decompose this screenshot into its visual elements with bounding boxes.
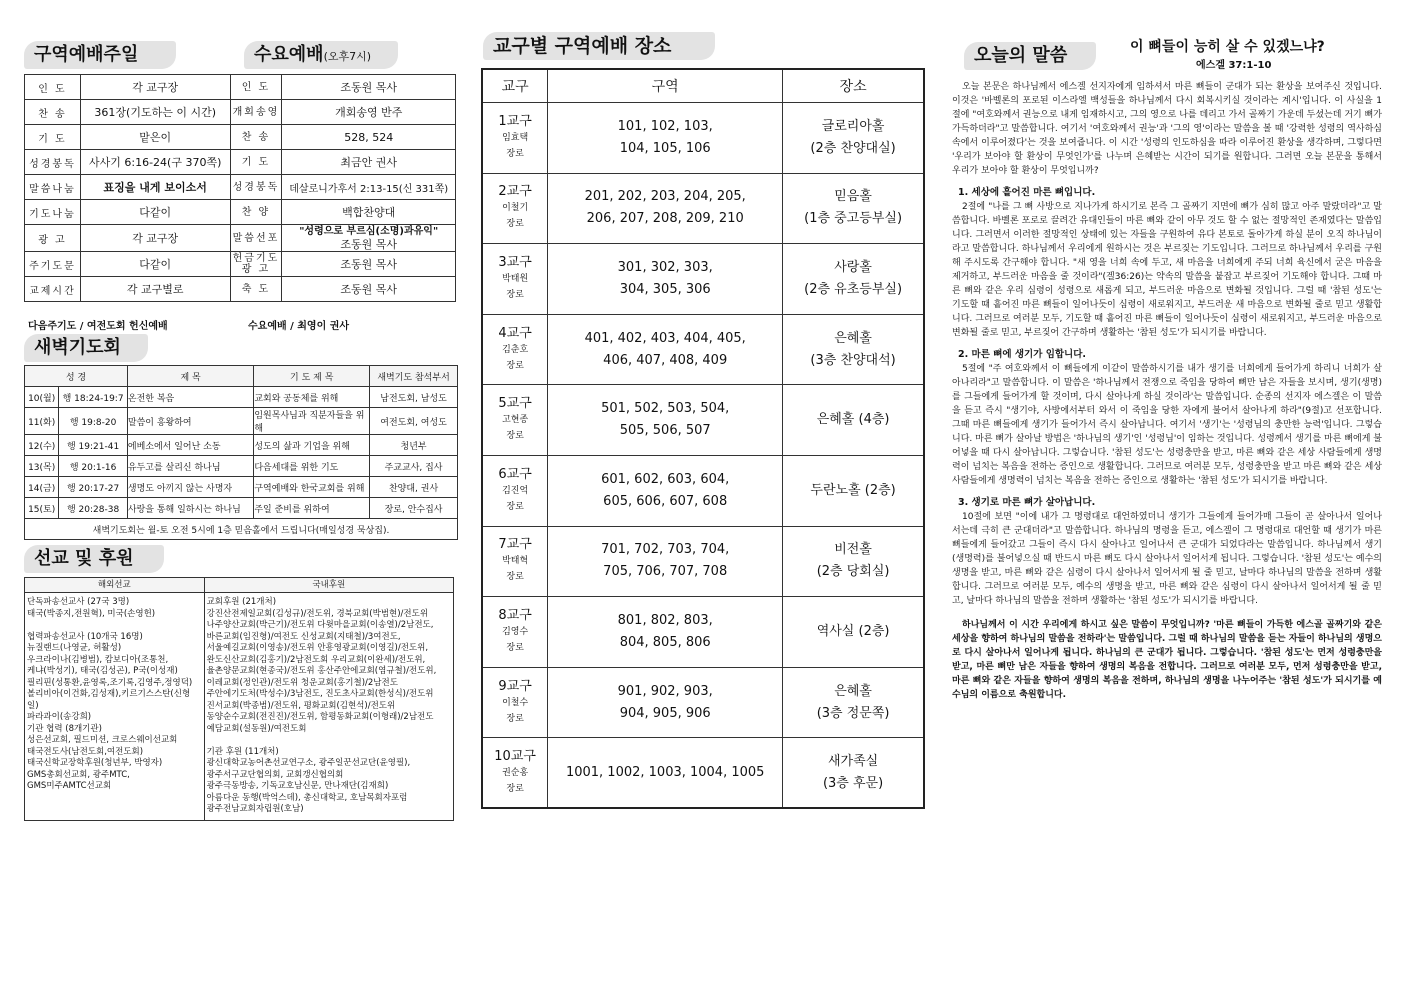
- sermon-reference: 에스겔 37:1-10: [1196, 60, 1272, 71]
- dawn-footer-note: 새벽기도회는 월-토 오전 5시에 1층 믿음홀에서 드립니다(매일성경 묵상집).: [25, 519, 458, 540]
- dawn-row: [25, 456, 458, 477]
- zone-areas: 1001, 1002, 1003, 1004, 1005: [548, 738, 783, 809]
- zone-areas: 801, 802, 803, 804, 805, 806: [548, 597, 783, 668]
- dawn-cell: 15(토): [25, 498, 59, 519]
- zone-place: 두란노홀 (2층): [783, 455, 924, 526]
- zone-leader-title: 장로: [506, 783, 524, 794]
- sunday-item-value: 사사기 6:16-24(구 370쪽): [80, 150, 230, 175]
- sermon-title-wed: "성령으로 부르심(소명)과유익": [299, 226, 439, 237]
- zone-row: [482, 667, 924, 738]
- zone-place: 믿음홀 (1층 중고등부실): [783, 173, 924, 244]
- zone-leader: 고현종: [502, 415, 529, 426]
- zone-areas: 301, 302, 303, 304, 305, 306: [548, 244, 783, 315]
- zone-cell: [482, 455, 548, 526]
- wednesday-note: 수요예배 / 최영이 권사: [248, 321, 350, 332]
- zone-row: [482, 738, 924, 809]
- zone-leader-title: 장로: [506, 572, 524, 583]
- wednesday-item-value: 528, 524: [282, 125, 456, 150]
- zone-row: [482, 244, 924, 315]
- zone-cell: [482, 738, 548, 809]
- zone-places-table: [481, 68, 925, 809]
- dawn-cell: 에베소에서 일어난 소동: [127, 435, 253, 456]
- zone-areas: 501, 502, 503, 504, 505, 506, 507: [548, 385, 783, 456]
- zone-areas: 101, 102, 103, 104, 105, 106: [548, 103, 783, 174]
- zone-place: 비전홀 (2층 당회실): [783, 526, 924, 597]
- sunday-item-label: 광 고: [25, 225, 81, 252]
- zone-areas: 401, 402, 403, 404, 405, 406, 407, 408, 409: [548, 314, 783, 385]
- zone-place: 은혜홀 (3층 찬양대석): [783, 314, 924, 385]
- zone-leader-title: 장로: [506, 431, 524, 442]
- zone-leader-title: 장로: [506, 501, 524, 512]
- wednesday-item-label: 성경봉독: [230, 175, 282, 200]
- zone-leader: 박태원: [502, 273, 529, 284]
- dawn-col-header: 성 경: [25, 366, 128, 387]
- service-row: [25, 175, 456, 200]
- overseas-mission-header: 해외선교: [25, 578, 205, 593]
- sermon-closing: 하나님께서 이 시간 우리에게 하시고 싶은 말씀이 무엇입니까? '마른 뼈들이 가득한 에스골 골짜기와 같은 세상을 향하여 하나님의 말씀을 전하라'는 말씀입니다. 그럴 때 하나님의 말씀을 듣는 자들이 하나님의 생명으로 다시 살아나서 일어나게 됩니다. 하나님의 큰 군대가 됩니다. 그렇습니다. '참된 성도'는 먼저 성령충만을 받고, 마른 뼈만 남은 자들을 향하여 생명의 복음을 전합니다. 그러므로 여러분 모두, 먼저 성령충만을 받고, 마른 뼈와 같은 자들을 향하여 생명의 복음을 전하며, 하나님의 생명을 나누어주는 '참된 성도'가 되시기를 예수님의 이름으로 축원합니다.: [952, 620, 1382, 700]
- sermon-body: [952, 80, 1382, 708]
- zone-row: [482, 173, 924, 244]
- dawn-cell: 말씀이 흥왕하여: [127, 408, 253, 435]
- dawn-cell: 온전한 복음: [127, 387, 253, 408]
- sermon-point-1: 1. 세상에 흩어진 마른 뼈입니다.: [958, 187, 1096, 198]
- service-order-table: [24, 74, 456, 302]
- dawn-cell: 유두고를 살리신 하나님: [127, 456, 253, 477]
- zone-areas: 201, 202, 203, 204, 205, 206, 207, 208, 209, 210: [548, 173, 783, 244]
- dawn-cell: 다음세대를 위한 기도: [254, 456, 370, 477]
- sunday-item-value: 맡은이: [80, 125, 230, 150]
- dawn-cell: 남전도회, 남성도: [370, 387, 458, 408]
- zone-cell: [482, 173, 548, 244]
- zone-leader: 김춘호: [502, 344, 529, 355]
- sunday-item-value: 각 교구별로: [80, 277, 230, 302]
- dawn-cell: 행 18:24-19:7: [59, 387, 128, 408]
- wednesday-item-label: 찬 양: [230, 200, 282, 225]
- dawn-cell: 구역예배와 한국교회를 위해: [254, 477, 370, 498]
- service-row: [25, 100, 456, 125]
- zone-row: [482, 314, 924, 385]
- zone-row: [482, 597, 924, 668]
- dawn-cell: 사랑을 통해 일하시는 하나님: [127, 498, 253, 519]
- area-col-header: 구역: [548, 69, 783, 103]
- dawn-cell: 12(수): [25, 435, 59, 456]
- sermon-title: 이 뼈들이 능히 살 수 있겠느냐?: [1130, 39, 1325, 55]
- dawn-cell: 청년부: [370, 435, 458, 456]
- sunday-item-value: 361장(기도하는 이 시간): [80, 100, 230, 125]
- zone-name: 1교구: [498, 113, 532, 129]
- zone-leader-title: 장로: [506, 148, 524, 159]
- wednesday-item-value: [282, 225, 456, 252]
- sunday-item-label: 기 도: [25, 125, 81, 150]
- wednesday-item-label: 말씀선포: [230, 225, 282, 252]
- zone-col-header: 교구: [482, 69, 548, 103]
- sunday-item-label: 말씀나눔: [25, 175, 81, 200]
- dawn-cell: 행 19:8-20: [59, 408, 128, 435]
- dawn-col-header: 새벽기도 참석부서: [370, 366, 458, 387]
- zone-row: [482, 385, 924, 456]
- wednesday-item-label: 축 도: [230, 277, 282, 302]
- zone-areas: 601, 602, 603, 604, 605, 606, 607, 608: [548, 455, 783, 526]
- service-row: [25, 277, 456, 302]
- wednesday-item-label: 기 도: [230, 150, 282, 175]
- zone-leader: 권순홍: [502, 767, 529, 778]
- dawn-cell: 교회와 공동체를 위해: [254, 387, 370, 408]
- dawn-cell: 행 19:21-41: [59, 435, 128, 456]
- zone-name: 10교구: [494, 748, 536, 764]
- place-col-header: 장소: [783, 69, 924, 103]
- todays-word-header: 오늘의 말씀: [964, 42, 1096, 70]
- zone-areas: 701, 702, 703, 704, 705, 706, 707, 708: [548, 526, 783, 597]
- service-row: [25, 225, 456, 252]
- sunday-item-value: 다같이: [80, 252, 230, 277]
- zone-name: 2교구: [498, 184, 532, 200]
- dawn-row: [25, 498, 458, 519]
- zone-leader: 김진억: [502, 485, 529, 496]
- dawn-cell: 찬양대, 권사: [370, 477, 458, 498]
- zone-cell: [482, 667, 548, 738]
- zone-name: 6교구: [498, 466, 532, 482]
- wednesday-item-value: 데살로니가후서 2:13-15(신 331쪽): [282, 175, 456, 200]
- sunday-item-label: 주기도문: [25, 252, 81, 277]
- zone-place: 사랑홀 (2층 유초등부실): [783, 244, 924, 315]
- wednesday-item-value: 조동원 목사: [282, 75, 456, 100]
- wednesday-item-value: 조동원 목사: [282, 277, 456, 302]
- zone-place: 새가족실 (3층 후문): [783, 738, 924, 809]
- dawn-cell: 여전도회, 여성도: [370, 408, 458, 435]
- wednesday-item-label: 인 도: [230, 75, 282, 100]
- zone-row: [482, 103, 924, 174]
- zone-sunday-header: 구역예배주일: [24, 41, 176, 69]
- sermon-paragraph-3: 10절에 보면 "이에 내가 그 명령대로 대언하였더니 생기가 그들에게 들어가매 그들이 곧 살아나서 일어나 서는데 극히 큰 군대더라"고 말씀합니다. 하나님의 명령을 듣고, 에스겔이 그 명령대로 대언할 때 생기가 마른 뼈들에게 들어갔고 그들이 즉시 다시 살아나고 일어나서 큰 군대가 되었다라는 말씀입니다. 하나님께서 생기(생명력)를 불어넣으실 때 반드시 마른 뼈도 다시 살아나서 일어서게 됩니다. 그렇습니다. '참된 성도'는 예수의 생명을 받고, 마른 뼈와 같은 심령이 다시 살아나서 일어서게 될 줄 믿고, 날마다 하나님의 말씀을 전하며 생활합니다. 그러므로 여러분 모두, 예수의 생명을 받고, 마른 뼈와 같은 심령이 다시 살아나서 일어서게 될 줄 믿고, 날마다 하나님의 말씀을 전하며 생활하는 '참된 성도'가 되시기를 바랍니다.: [952, 512, 1382, 606]
- zone-leader: 임효택: [502, 132, 529, 143]
- sunday-item-label: 찬 송: [25, 100, 81, 125]
- service-row: [25, 125, 456, 150]
- sunday-item-label: 기도나눔: [25, 200, 81, 225]
- sunday-item-value: 각 교구장: [80, 225, 230, 252]
- wednesday-item-label: 개회송영: [230, 100, 282, 125]
- domestic-support-header: 국내후원: [204, 578, 453, 593]
- dawn-row: [25, 408, 458, 435]
- wednesday-item-label: 찬 송: [230, 125, 282, 150]
- zone-name: 9교구: [498, 678, 532, 694]
- zone-name: 4교구: [498, 325, 532, 341]
- overseas-mission-list: 단독파송선교사 (27국 3명) 태국(박종지,전원혁), 미국(손영헌) 협력파송선교사 (10개국 16명) 뉴질랜드(나영균, 허활성) 우크라이나(김병범), 캄보디아(조통천, 케냐(박성기), 태국(김성곤), P국(이성재) 필리핀(성통환,윤영록,조기록,김영주,정영덕) 볼리비아(이건화,김성재),키르기스스탄(신형일) 파라과이(송강희) 기관 협력 (8개기관) 성은선교회, 필드미션, 크로스웨이선교회 태국전도사(남전도회,여전도회) 태국신학교장학후원(청년부, 박영자) GMS총회선교회, 광주MTC, GMS미주AMTC선교회: [25, 593, 205, 821]
- sermon-intro: 오늘 본문은 하나님께서 에스겔 선지자에게 임하셔서 마른 뼈들이 군대가 되는 환상을 보여주신 것입니다. 이것은 '바벨론의 포로된 이스라엘 백성들을 하나님께서 다시 회복시키실 것이라는 계시'입니다. 이 사실을 1절에 "여호와께서 권능으로 내게 임재하시고, 그의 영으로 나를 데리고 가서 골짜기 가운데 두셨는데 거기 뼈가 가득하더라"고 말씀합니다. 여기서 '여호와께서 권능'과 '그의 영'이라는 말씀을 볼 때 '강력한 성령의 역사하심 속에서 이루어졌다'는 것을 보여줍니다. 이 시간 '성령의 인도하심을 따라 이루어진 환상을 생각하며, 그렇다면 '우리가 보아야 할 환상이 무엇인가'를 나누며 은혜받는 시간이 되기를 원합니다. 그러면 오늘 본문을 통해서 우리가 보아야 할 환상이 무엇입니까?: [952, 82, 1382, 176]
- zone-place: 글로리아홀 (2층 찬양대실): [783, 103, 924, 174]
- zone-cell: [482, 314, 548, 385]
- zone-leader-title: 장로: [506, 360, 524, 371]
- dawn-row: [25, 435, 458, 456]
- preacher-name: 조동원 목사: [340, 238, 398, 251]
- zone-leader: 이철수: [502, 697, 529, 708]
- zone-leader-title: 장로: [506, 219, 524, 230]
- zone-place: 은혜홀 (3층 정문쪽): [783, 667, 924, 738]
- zone-place: 역사실 (2층): [783, 597, 924, 668]
- zone-cell: [482, 244, 548, 315]
- mission-header: 선교 및 후원: [24, 545, 164, 573]
- next-week-note: 다음주기도 / 여전도회 헌신예배: [28, 321, 168, 332]
- zone-name: 5교구: [498, 396, 532, 412]
- zone-cell: [482, 526, 548, 597]
- sermon-paragraph-2: 5절에 "주 여호와께서 이 뼈들에게 이같이 말씀하시기를 내가 생기를 너희에게 들어가게 하리니 너희가 살아나리라"고 말씀합니다. 이 말씀은 '하나님께서 전쟁으로 죽임을 당하여 뼈만 남은 자들을 보시며, 생기(생명)를 그들에게 들어가게 할 것이며, 다시 살아나게 하실 것이라'는 말씀입니다. 순종의 선지자 에스겔은 이 말씀을 듣고 즉시 "생기야, 사방에서부터 와서 이 죽임을 당한 자에게 불어서 살아나게 하라"(9절)고 선포합니다. 그때 마른 뼈들에게 생기가 들어가서 즉시 살아납니다. 여기서 '생기'는 '성령님의 충만한 능력'입니다. 그렇습니다. 마른 뼈가 살아날 방법은 '하나님의 생기'인 '성령님'이 임하는 것입니다. 성령께서 생기를 마른 뼈에게 불어넣을 때 다시 살아납니다. 그렇습니다. '참된 성도'는 성령충만을 받고, 마른 뼈와 같은 세상 사람들에게 생명력이 넘치는 복음을 전하는 증인으로 생활합니다. 그러므로 여러분 모두, 성령충만을 받고 마른 뼈와 같은 세상 사람들에게 생명력이 넘치는 복음을 전하는 증인으로 생활하는 '참된 성도'가 되시기를 바랍니다.: [952, 364, 1382, 486]
- wednesday-item-value: 백합찬양대: [282, 200, 456, 225]
- sermon-point-3: 3. 생기로 마른 뼈가 살아납니다.: [958, 497, 1096, 508]
- wednesday-item-value: 개회송영 반주: [282, 100, 456, 125]
- zone-name: 7교구: [498, 537, 532, 553]
- mission-table: [24, 577, 454, 821]
- zone-place: 은혜홀 (4층): [783, 385, 924, 456]
- zone-cell: [482, 385, 548, 456]
- sunday-item-label: 인 도: [25, 75, 81, 100]
- dawn-row: [25, 477, 458, 498]
- wednesday-time: (오후7시): [323, 50, 372, 63]
- dawn-cell: 임원목사님과 직분자들을 위해: [254, 408, 370, 435]
- domestic-support-list: 교회후원 (21개처) 강진산전제일교회(김성규)/전도위, 경북교회(박범현)/전도위 나주양산교회(박근기)/전도위 다윗마을교회(이송열)/2남전도, 바른교회(임진형)/여전도 신성교회(지태철)/3여전도, 서울예길교회(이영송)/전도위 안흥영광교회(이영길)/전도위, 완도신산교회(김홍기)/2남전도회 우리교회(이완세)/전도위, 율촌양문교회(현종국)/전도위 홍산주안에교회(염규철)/전도위, 이레교회(정인관)/전도위 청운교회(홍기철)/2남전도 주안에기도처(박성수)/3남전도, 진도초사교회(한성식)/전도위 진서교회(박종범)/전도위, 평화교회(김현석)/전도위 동양순수교회(전진진)/전도위, 함평동화교회(이형래)/2남전도 예담교회(설동원)/여전도회 기관 후원 (11개처) 광신대학교농어촌선교연구소, 광주일꾼선교단(윤영필), 광주서구교단협의회, 교회갱신협의회 광주극동방송, 기독교호남신문, 만나재단(김재희) 아름다운 동행(박억스데), 총신대학교, 호남목회자포럼 광주전남교회자립원(호남): [204, 593, 453, 821]
- zone-row: [482, 526, 924, 597]
- sunday-item-value: 각 교구장: [80, 75, 230, 100]
- dawn-cell: 14(금): [25, 477, 59, 498]
- zone-areas: 901, 902, 903, 904, 905, 906: [548, 667, 783, 738]
- zone-name: 3교구: [498, 254, 532, 270]
- zone-name: 8교구: [498, 607, 532, 623]
- zone-leader: 박태혁: [502, 556, 529, 567]
- dawn-cell: 10(월): [25, 387, 59, 408]
- service-row: [25, 252, 456, 277]
- dawn-col-header: 기 도 제 목: [254, 366, 370, 387]
- dawn-cell: 행 20:28-38: [59, 498, 128, 519]
- dawn-cell: 장로, 안수집사: [370, 498, 458, 519]
- wednesday-title: 수요예배: [254, 44, 324, 65]
- wednesday-item-value: 조동원 목사: [282, 252, 456, 277]
- sermon-point-2: 2. 마른 뼈에 생기가 임합니다.: [958, 349, 1087, 360]
- dawn-cell: 주일 준비를 위하여: [254, 498, 370, 519]
- zone-leader: 김영수: [502, 626, 529, 637]
- dawn-cell: 행 20:1-16: [59, 456, 128, 477]
- dawn-col-header: 제 목: [127, 366, 253, 387]
- dawn-prayer-table: [24, 365, 458, 540]
- zone-places-header: 교구별 구역예배 장소: [483, 32, 715, 60]
- wednesday-header: [244, 41, 398, 69]
- service-row: [25, 75, 456, 100]
- zone-cell: [482, 103, 548, 174]
- wednesday-item-label: 헌금기도 광 고: [230, 252, 282, 277]
- zone-leader: 이철기: [502, 203, 529, 214]
- dawn-cell: 행 20:17-27: [59, 477, 128, 498]
- zone-leader-title: 장로: [506, 289, 524, 300]
- sermon-paragraph-1: 2절에 "나를 그 뼈 사방으로 지나가게 하시기로 본즉 그 골짜기 지면에 뼈가 심히 많고 아주 말랐더라"고 말씀합니다. 바벨론 포로로 끌려간 유대인들이 마른 뼈와 같이 아무 것도 할 수 없는 절망적인 존재였다는 말씀입니다. 그러면서 이러한 절망적인 상태에 있는 자들을 구원하여 유다 본토로 돌아가게 하실 분이 오직 하나님이라고 말씀합니다. 하나님께서 우리에게 원하시는 것은 부르짖는 기도입니다. 그러므로 하나님께서 우리를 구원해 주시도록 간구해야 합니다. "새 영을 너희 속에 두고, 새 마음을 너희에게 주되 너희 육신에서 굳은 마음을 제거하고, 부드러운 마음을 줄 것이라"(겔36:26)는 약속의 말씀을 붙잡고 부르짖어 기도해야 합니다. 그때 마른 뼈와 같은 우리 심령이 성령으로 새롭게 되고, 부드러운 마음으로 변화될 것입니다. 그럴 때 '참된 성도'는 기도할 때 흩어진 마른 뼈들이 일어나듯이 심령이 새로워지고, 부드러운 새 마음으로 변화될 줄로 믿고 생활합니다. 그러므로 여러분 모두, 기도할 때 흩어진 마른 뼈들이 일어나듯이 심령이 새로워지고, 부드러운 마음으로 변화될 줄로 믿고, 부르짖어 간구하며 생활하는 '참된 성도'가 되시기를 바랍니다.: [952, 202, 1382, 338]
- sunday-item-value: 표징을 내게 보이소서: [80, 175, 230, 200]
- service-row: [25, 150, 456, 175]
- dawn-cell: 주교교사, 집사: [370, 456, 458, 477]
- zone-cell: [482, 597, 548, 668]
- service-row: [25, 200, 456, 225]
- sunday-item-value: 다같이: [80, 200, 230, 225]
- zone-leader-title: 장로: [506, 642, 524, 653]
- sunday-item-label: 성경봉독: [25, 150, 81, 175]
- dawn-cell: 13(목): [25, 456, 59, 477]
- dawn-cell: 성도의 삶과 기업을 위해: [254, 435, 370, 456]
- dawn-prayer-header: 새벽기도회: [24, 334, 148, 362]
- dawn-cell: 11(화): [25, 408, 59, 435]
- zone-row: [482, 455, 924, 526]
- dawn-cell: 생명도 아끼지 않는 사명자: [127, 477, 253, 498]
- zone-leader-title: 장로: [506, 713, 524, 724]
- sunday-item-label: 교제시간: [25, 277, 81, 302]
- dawn-row: [25, 387, 458, 408]
- wednesday-item-value: 최금안 권사: [282, 150, 456, 175]
